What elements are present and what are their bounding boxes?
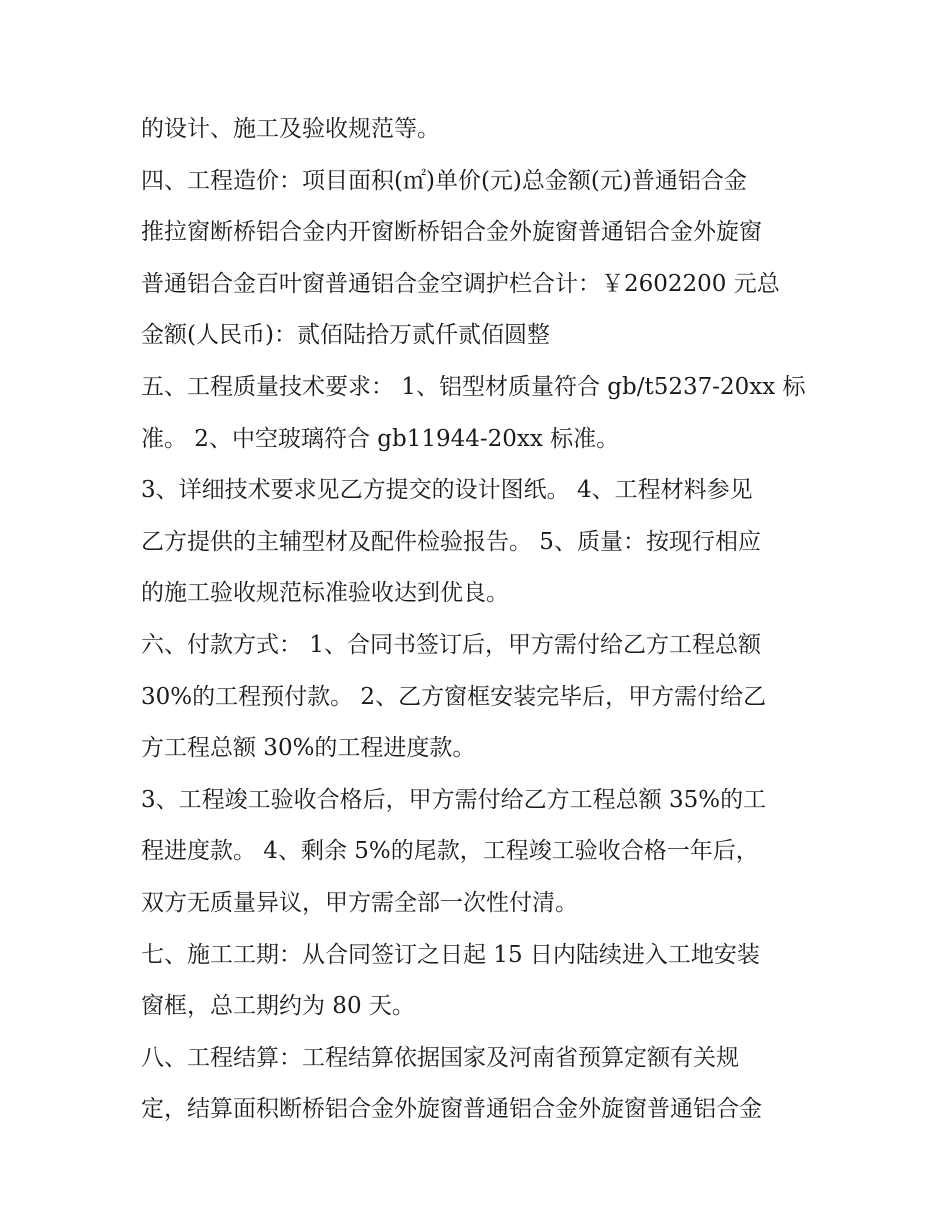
text-line: 的设计、施工及验收规范等。 [141, 116, 440, 142]
text-line: 程进度款。 4、剩余 5%的尾款，工程竣工验收合格一年后， [141, 838, 759, 865]
text-line: 五、工程质量技术要求： 1、铝型材质量符合 gb/t5237-20xx 标 [141, 373, 806, 400]
body-text [141, 104, 821, 1136]
text-line: 四、工程造价：项目面积(㎡)单价(元)总金额(元)普通铝合金 [141, 167, 747, 194]
text-line: 的施工验收规范标准验收达到优良。 [141, 580, 509, 607]
text-line: 乙方提供的主辅型材及配件检验报告。 5、质量：按现行相应 [141, 528, 761, 555]
text-line: 3、工程竣工验收合格后，甲方需付给乙方工程总额 35%的工 [141, 786, 767, 813]
text-line: 方工程总额 30%的工程进度款。 [141, 735, 476, 762]
text-line: 金额(人民币)：贰佰陆拾万贰仟贰佰圆整 [141, 322, 550, 349]
text-line: 准。 2、中空玻璃符合 gb11944-20xx 标准。 [141, 425, 620, 452]
text-line: 六、付款方式： 1、合同书签订后，甲方需付给乙方工程总额 [141, 631, 761, 658]
text-line: 推拉窗断桥铝合金内开窗断桥铝合金外旋窗普通铝合金外旋窗 [141, 219, 762, 246]
text-line: 3、详细技术要求见乙方提交的设计图纸。 4、工程材料参见 [141, 477, 753, 504]
text-line: 普通铝合金百叶窗普通铝合金空调护栏合计：￥2602200 元总 [141, 270, 780, 297]
text-line: 八、工程结算：工程结算依据国家及河南省预算定额有关规 [141, 1044, 739, 1071]
text-line: 定，结算面积断桥铝合金外旋窗普通铝合金外旋窗普通铝合金 [141, 1096, 762, 1123]
text-line: 30%的工程预付款。 2、乙方窗框安装完毕后，甲方需付给乙 [141, 683, 767, 710]
text-line: 七、施工工期：从合同签订之日起 15 日内陆续进入工地安装 [141, 941, 760, 968]
text-line: 窗框，总工期约为 80 天。 [141, 993, 415, 1020]
text-line: 双方无质量异议，甲方需全部一次性付清。 [141, 889, 578, 916]
